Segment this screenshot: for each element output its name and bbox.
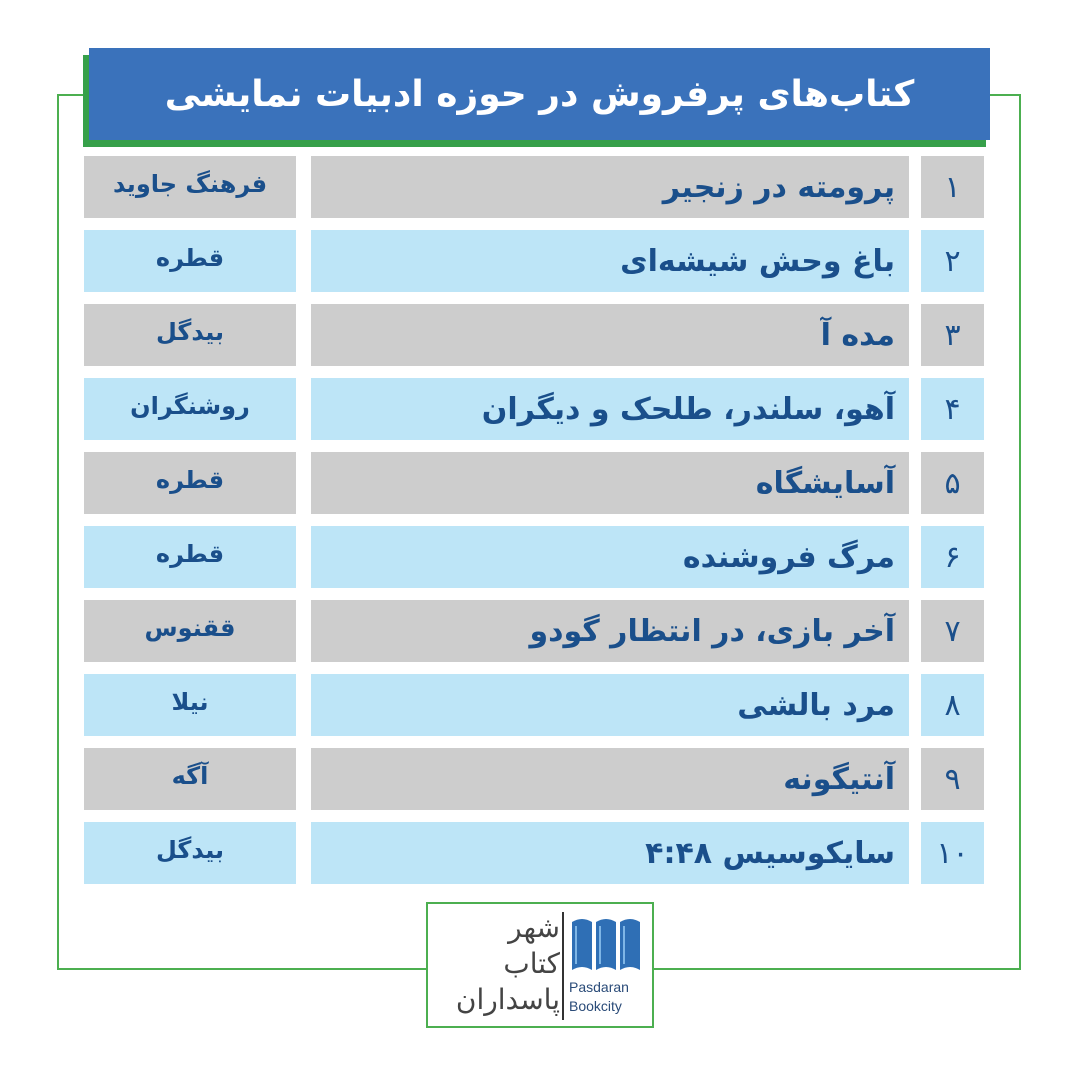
rank-cell: ۴ — [921, 378, 984, 440]
publisher-cell: قطره — [84, 526, 296, 588]
logo-english-wordmark — [569, 978, 651, 1016]
publisher-cell: بیدگل — [84, 822, 296, 884]
table-row — [84, 378, 985, 440]
book-title-cell: آسایشگاه — [311, 452, 909, 514]
publisher-cell: آگه — [84, 748, 296, 810]
logo-divider — [562, 912, 564, 1020]
publisher-cell: قطره — [84, 230, 296, 292]
table-row — [84, 304, 985, 366]
rank-cell: ۳ — [921, 304, 984, 366]
rank-cell: ۷ — [921, 600, 984, 662]
logo-en-line: Pasdaran — [569, 979, 629, 995]
book-title-cell: سایکوسیس ۴:۴۸ — [311, 822, 909, 884]
table-row — [84, 156, 985, 218]
book-title-cell: آهو، سلندر، طلحک و دیگران — [311, 378, 909, 440]
rank-cell: ۶ — [921, 526, 984, 588]
table-row — [84, 748, 985, 810]
rank-cell: ۱ — [921, 156, 984, 218]
table-row — [84, 526, 985, 588]
book-title-cell: پرومته در زنجیر — [311, 156, 909, 218]
publisher-cell: فرهنگ جاوید — [84, 156, 296, 218]
book-title-cell: آنتیگونه — [311, 748, 909, 810]
logo-en-line: Bookcity — [569, 998, 622, 1014]
publisher-cell: روشنگران — [84, 378, 296, 440]
table-row — [84, 230, 985, 292]
rank-cell: ۹ — [921, 748, 984, 810]
publisher-cell: قطره — [84, 452, 296, 514]
rank-cell: ۸ — [921, 674, 984, 736]
publisher-cell: نیلا — [84, 674, 296, 736]
book-title-cell: مده آ — [311, 304, 909, 366]
logo-fa-line: پاسداران — [455, 983, 560, 1016]
logo-fa-line: شهر — [508, 911, 560, 944]
table-row — [84, 452, 985, 514]
book-title-cell: مرگ فروشنده — [311, 526, 909, 588]
book-title-cell: آخر بازی، در انتظار گودو — [311, 600, 909, 662]
book-title-cell: باغ وحش شیشه‌ای — [311, 230, 909, 292]
logo-fa-line: کتاب — [503, 947, 560, 980]
bookcity-logo — [426, 902, 654, 1028]
logo-persian-wordmark — [436, 910, 560, 1022]
rank-cell: ۱۰ — [921, 822, 984, 884]
rank-cell: ۵ — [921, 452, 984, 514]
table-row — [84, 600, 985, 662]
publisher-cell: بیدگل — [84, 304, 296, 366]
rank-cell: ۲ — [921, 230, 984, 292]
table-row — [84, 674, 985, 736]
publisher-cell: ققنوس — [84, 600, 296, 662]
table-row — [84, 822, 985, 884]
books-icon — [570, 914, 646, 974]
book-title-cell: مرد بالشی — [311, 674, 909, 736]
page-title: کتاب‌های پرفروش در حوزه ادبیات نمایشی — [89, 48, 990, 140]
